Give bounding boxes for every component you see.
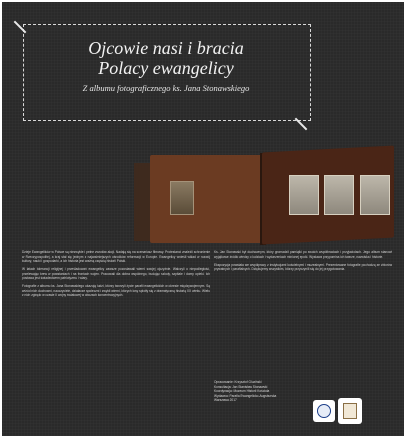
exhibition-board	[2, 2, 404, 436]
book-logo	[338, 398, 362, 424]
paragraph: Ekspozycja powstała we współpracy z instytucjami kościelnymi i muzealnymi. Prezentowane fotografie pochodzą ze zbiorów prywatnych i parafialnych. Dziękujemy wszystkim, którzy przyczynili się do jej przygotowania.	[214, 262, 392, 271]
title-block	[23, 38, 309, 93]
album-photo	[360, 175, 390, 215]
subtitle: Z albumu fotograficznego ks. Jana Stonawskiego	[82, 83, 250, 93]
seal-icon	[317, 404, 331, 418]
title-line-1: Ojcowie nasi i bracia	[88, 38, 244, 58]
paragraph: Dzieje Ewangelików w Polsce są niezwykłe i pełne zwrotów akcji. Nadają się na scenariusz filmowy. Protestanci znaleźli schronienie w Rzeczypospolitej, a kraj stał się jednym z najważniejszych ośrodków reformacji w Europie. Ewangelicy wnieśli wkład w rozwój kultury, nauki i gospodarki, a ich historia jest ważną częścią historii Polski.	[22, 250, 210, 263]
seal-logo	[313, 400, 335, 422]
credit-line: Wydawca: Parafia Ewangelicko-Augsburska	[214, 393, 277, 398]
credit-line: Konsultacja: Jan Stanisław Stonawski	[214, 384, 268, 389]
title-line-2: Polacy ewangelicy	[98, 58, 234, 78]
paragraph: W latach tolerancji religijnej i prześladowań ewangelicy zawsze pozostawali wierni swojej ojczyźnie. Walczyli o niepodległość, przelewając krew w powstaniach i na frontach wojen. Pracowali dla dobra wspólnego, budując szkoły, szpitale i domy opieki. Ich postawa jest świadectwem patriotyzmu i wiary.	[22, 267, 210, 280]
book-icon	[343, 403, 357, 419]
body-text-right	[214, 250, 392, 275]
paragraph: Fotografie z albumu ks. Jana Stonawskiego ukazują ludzi, którzy tworzyli życie parafii ewangelickich w okresie międzywojennym. Są wśród nich duchowni, nauczyciele, działacze społeczni i zwykli wierni, których losy splotły się z dramatyczną historią XX wieku. Wielu z nich zginęło w czasie II wojny światowej w obozach koncentracyjnych.	[22, 284, 210, 297]
credit-line: Opracowanie: Krzysztof Gluziński	[214, 380, 262, 384]
credit-line: Warszawa 2017	[214, 398, 237, 403]
body-text-left	[22, 250, 210, 301]
album-photo	[324, 175, 354, 215]
album-left-page	[150, 155, 266, 243]
album-photo	[289, 175, 319, 215]
paragraph: Ks. Jan Stonawski był duchownym, który gromadził pamiątki po swoich współbraciach i przyjaciołach. Jego album stanowi wyjątkowe źródło wiedzy o ludziach i wydarzeniach minionej epoki. Wystawa przypomina ich twarze, nazwiska i historie.	[214, 250, 392, 259]
album-photo	[170, 181, 194, 215]
photo-album-image	[134, 149, 396, 245]
credits	[214, 380, 324, 403]
credit-line: Koordynacja: Muzeum Historii Kościoła	[214, 389, 270, 394]
